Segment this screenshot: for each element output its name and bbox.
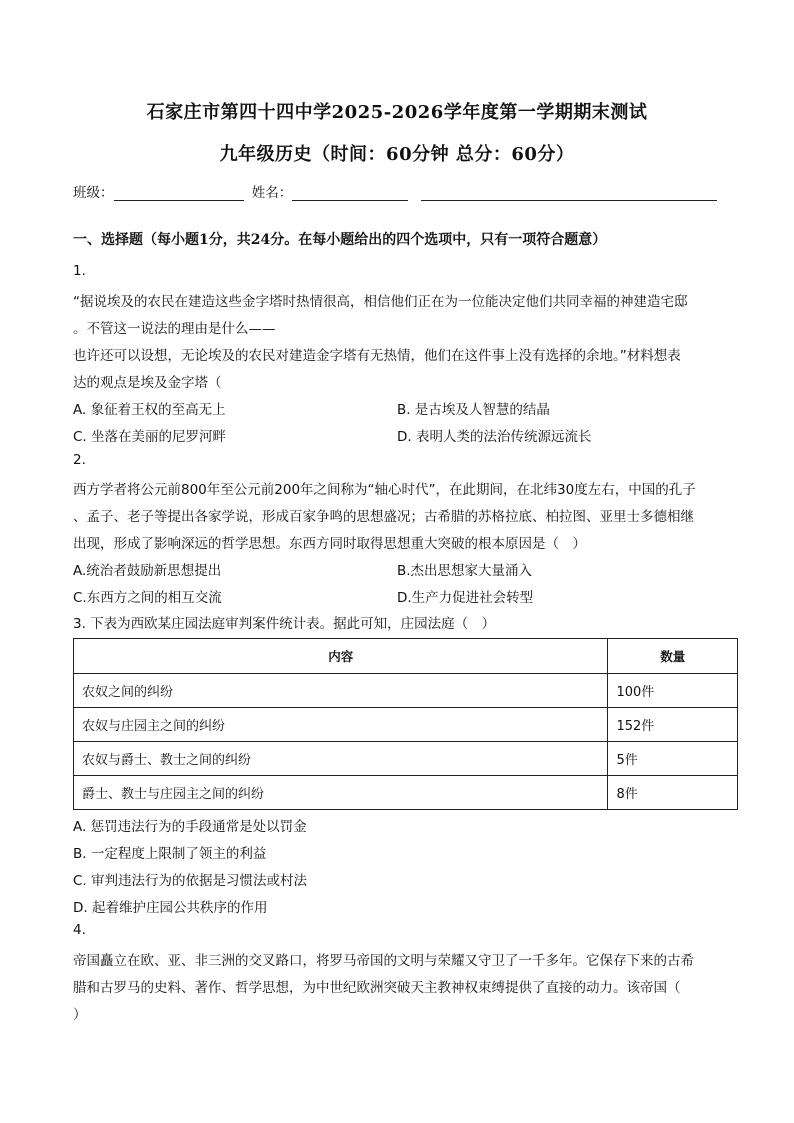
q1-number: 1.	[73, 263, 86, 279]
q1-line-3: 也许还可以设想，无论埃及的农民对建造金字塔有无热情，他们在这件事上没有选择的余地。”材料想表	[73, 348, 681, 364]
table-header-count: 数量	[608, 639, 738, 674]
q2-option-d: D.生产力促进社会转型	[397, 590, 534, 606]
q4-line-3: ）	[73, 1007, 87, 1023]
table-cell-content: 农奴与爵士、教士之间的纠纷	[74, 742, 608, 776]
table-cell-count: 100件	[608, 674, 738, 708]
q3-option-d: D. 起着维护庄园公共秩序的作用	[73, 900, 268, 916]
table-cell-content: 农奴与庄园主之间的纠纷	[74, 708, 608, 742]
table-cell-content: 农奴之间的纠纷	[74, 674, 608, 708]
student-info	[73, 181, 717, 201]
table-cell-count: 152件	[608, 708, 738, 742]
q3-stem: 3. 下表为西欧某庄园法庭审判案件统计表。据此可知，庄园法庭（ ）	[73, 616, 496, 632]
q2-option-c: C.东西方之间的相互交流	[73, 590, 222, 606]
q4-line-1: 帝国矗立在欧、亚、非三洲的交叉路口，将罗马帝国的文明与荣耀又守卫了一千多年。它保存下来的古希	[73, 953, 694, 969]
class-blank	[114, 186, 244, 201]
q1-option-a: A. 象征着王权的至高无上	[73, 402, 226, 418]
q2-line-2: 、孟子、老子等提出各家学说，形成百家争鸣的思想盛况；古希腊的苏格拉底、柏拉图、亚里士多德相继	[73, 509, 694, 525]
q3-option-a: A. 惩罚违法行为的手段通常是处以罚金	[73, 819, 307, 835]
table-header-row	[74, 639, 738, 674]
q4-number: 4.	[73, 922, 86, 938]
q1-line-4: 达的观点是埃及金字塔（	[73, 375, 222, 391]
q2-number: 2.	[73, 452, 86, 468]
section-heading: 一、选择题（每小题1分，共24分。在每小题给出的四个选项中，只有一项符合题意）	[73, 232, 607, 248]
exam-subtitle: 九年级历史（时间：60分钟 总分：60分）	[219, 144, 575, 165]
q1-option-c: C. 坐落在美丽的尼罗河畔	[73, 429, 227, 445]
q1-line-2: 。不管这一说法的理由是什么——	[73, 321, 276, 337]
exam-title: 石家庄市第四十四中学2025-2026学年度第一学期期末测试	[146, 102, 648, 123]
q3-option-b: B. 一定程度上限制了领主的利益	[73, 846, 267, 862]
q2-line-1: 西方学者将公元前800年至公元前200年之间称为“轴心时代”，在此期间，在北纬30度左右，中国的孔子	[73, 482, 696, 498]
q1-option-b: B. 是古埃及人智慧的结晶	[397, 402, 550, 418]
q2-line-3: 出现，形成了影响深远的哲学思想。东西方同时取得思想重大突破的根本原因是（ ）	[73, 536, 586, 552]
q2-option-a: A.统治者鼓励新思想提出	[73, 563, 222, 579]
table-cell-count: 8件	[608, 776, 738, 810]
table-row	[74, 776, 738, 810]
table-row	[74, 708, 738, 742]
name-blank	[292, 186, 408, 201]
q1-option-d: D. 表明人类的法治传统源远流长	[397, 429, 592, 445]
extra-blank	[421, 186, 717, 201]
table-header-content: 内容	[74, 639, 608, 674]
q1-line-1: “据说埃及的农民在建造这些金字塔时热情很高，相信他们正在为一位能决定他们共同幸福的神建造宅邸	[73, 294, 688, 310]
table-row	[74, 742, 738, 776]
class-label: 班级：	[73, 185, 114, 201]
table-cell-count: 5件	[608, 742, 738, 776]
q4-line-2: 腊和古罗马的史料、著作、哲学思想，为中世纪欧洲突破天主教神权束缚提供了直接的动力。该帝国（	[73, 980, 681, 996]
name-label: 姓名：	[251, 185, 293, 201]
q3-option-c: C. 审判违法行为的依据是习惯法或村法	[73, 873, 308, 889]
q2-option-b: B.杰出思想家大量涌入	[397, 563, 533, 579]
table-cell-content: 爵士、教士与庄园主之间的纠纷	[74, 776, 608, 810]
table-row	[74, 674, 738, 708]
court-cases-table	[73, 638, 738, 810]
